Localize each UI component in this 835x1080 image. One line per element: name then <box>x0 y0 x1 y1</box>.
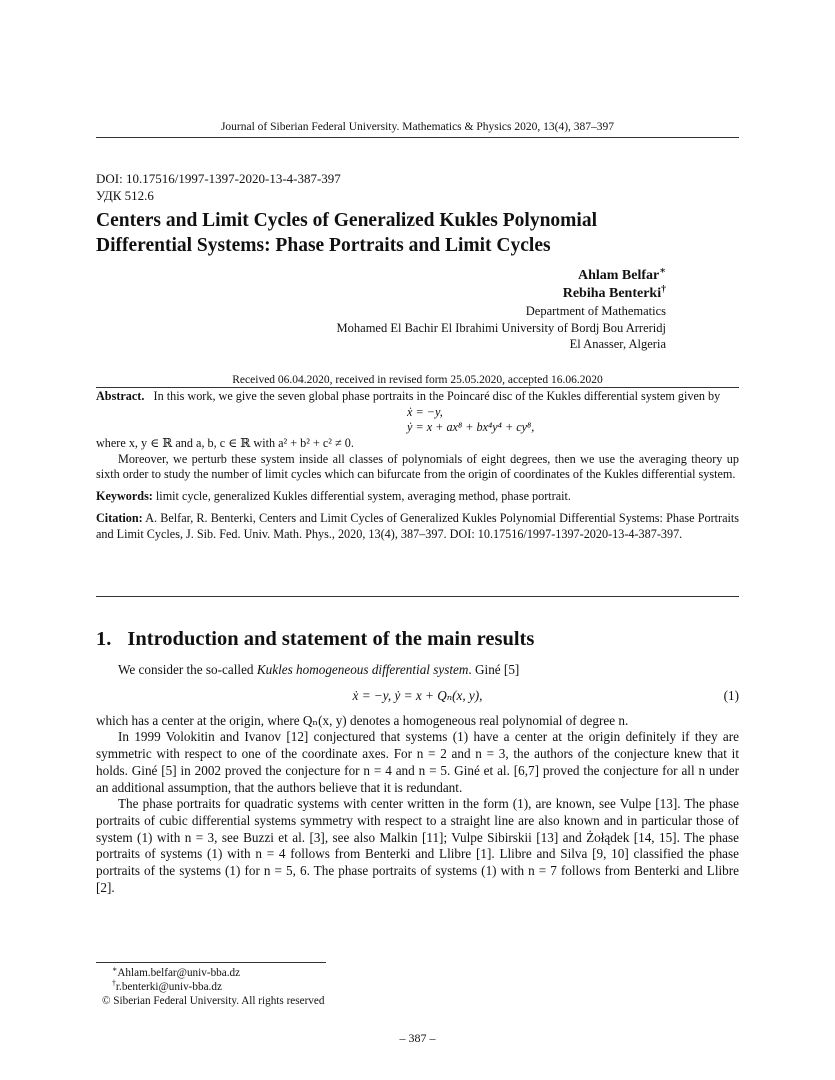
author-list <box>563 267 666 303</box>
author-1-mark: ∗ <box>659 265 666 277</box>
citation: Citation: A. Belfar, R. Benterki, Centers and Limit Cycles of Generalized Kukles Polynomial Differential Systems: Phase Portraits and Limit Cycles, J. Sib. Fed. Univ. Math. Phys., 2020, 13(4), 387–397. DOI: 10.17516/1997-1397-2020-13-4-387-397. <box>96 510 739 541</box>
abstract-equation-1: ẋ = −y, <box>407 404 443 419</box>
abstract-equation-2: ẏ = x + ax⁸ + bx⁴y⁴ + cy⁸, <box>407 420 535 435</box>
abstract-p1: Abstract. In this work, we give the seven global phase portraits in the Poincaré disc of the Kukles differential system given by <box>96 389 721 403</box>
received-dates: Received 06.04.2020, received in revised form 25.05.2020, accepted 16.06.2020 <box>232 374 603 386</box>
section-heading <box>96 628 534 651</box>
affiliation <box>337 303 666 353</box>
title-line-2: Differential Systems: Phase Portraits and Limit Cycles <box>96 235 551 256</box>
equation-1-content: ẋ = −y, ẏ = x + Qₙ(x, y), <box>352 687 483 703</box>
body-text <box>96 662 739 896</box>
body-after-equation: which has a center at the origin, where Qₙ(x, y) denotes a homogeneous real polynomial of degree n. <box>96 712 629 728</box>
footnote-2: †r.benterki@univ-bba.dz <box>112 978 222 993</box>
affiliation-place: El Anasser, Algeria <box>569 337 666 351</box>
title-line-1: Centers and Limit Cycles of Generalized Kukles Polynomial <box>96 210 598 231</box>
section-title: Introduction and statement of the main results <box>127 628 535 650</box>
copyright-note: © Siberian Federal University. All rights reserved <box>102 995 325 1007</box>
abstract-p2: Moreover, we perturb these system inside all classes of polynomials of eight degrees, then we use the averaging theory up sixth order to study the number of limit cycles which can bifurcate from the origin of coordinates of the Kukles differential system. <box>96 451 739 482</box>
abstract-label: Abstract. <box>96 389 145 403</box>
keywords: Keywords: limit cycle, generalized Kukles differential system, averaging method, phase portrait. <box>96 489 571 504</box>
author-2: Rebiha Benterki† <box>562 283 666 301</box>
abstract-bottom-rule <box>96 596 739 597</box>
affiliation-university: Mohamed El Bachir El Ibrahimi University of Bordj Bou Arreridj <box>336 320 666 335</box>
keywords-label: Keywords: <box>96 489 153 504</box>
udk-code: УДК 512.6 <box>96 188 154 203</box>
section-number: 1. <box>96 628 112 650</box>
running-head: Journal of Siberian Federal University. Mathematics & Physics 2020, 13(4), 387–397 <box>220 121 615 133</box>
paper-title <box>96 208 739 258</box>
abstract-block <box>96 389 739 543</box>
footnotes <box>96 966 324 1008</box>
author-1: Ahlam Belfar∗ <box>577 265 666 283</box>
equation-1-tag: (1) <box>723 687 739 703</box>
footnote-rule <box>96 962 326 963</box>
equation-1 <box>96 679 739 713</box>
abstract-top-rule <box>96 387 739 388</box>
doi: DOI: 10.17516/1997-1397-2020-13-4-387-397 <box>96 171 341 186</box>
page-number: – 387 – <box>399 1031 436 1045</box>
footnote-1: ∗Ahlam.belfar@univ-bba.dz <box>112 964 241 979</box>
body-paragraph-2: In 1999 Volokitin and Ivanov [12] conjectured that systems (1) have a center at the origin definitely if they are symmetric with respect to one of the coordinate axes. For n = 2 and n = 3, the authors of the conjecture knew that it holds. Giné [5] in 2002 proved the conjecture for n = 4 and n = 5. Giné et al. [6,7] proved the conjecture for all n under an additional assumption, that the authors believe that it is redundant. <box>96 729 739 795</box>
body-intro: We consider the so-called Kukles homogeneous differential system. Giné [5] <box>118 662 520 677</box>
abstract-where: where x, y ∈ ℝ and a, b, c ∈ ℝ with a² + b² + c² ≠ 0. <box>96 435 354 450</box>
body-intro-emphasis: Kukles homogeneous differential system <box>256 662 469 677</box>
author-2-mark: † <box>661 283 666 295</box>
body-paragraph-3: The phase portraits for quadratic systems with center written in the form (1), are known, see Vulpe [13]. The phase portraits of cubic differential systems symmetry with respect to a straight line are also known and in particular those of system (1) with n = 3, see Buzzi et al. [3], see also Malkin [11]; Vulpe Sibirskii [13] and Żołądek [14, 15]. The phase portraits of systems (1) with n = 4 follows from Benterki and Llibre [1]. Llibre and Silva [9, 10] classified the phase portraits of the systems (1) for n = 5, 6. The phase portraits of systems (1) with n = 7 follows from Benterki and Llibre [2]. <box>96 796 739 895</box>
header-rule <box>96 137 739 138</box>
citation-label: Citation: <box>96 510 143 525</box>
affiliation-dept: Department of Mathematics <box>525 304 666 318</box>
